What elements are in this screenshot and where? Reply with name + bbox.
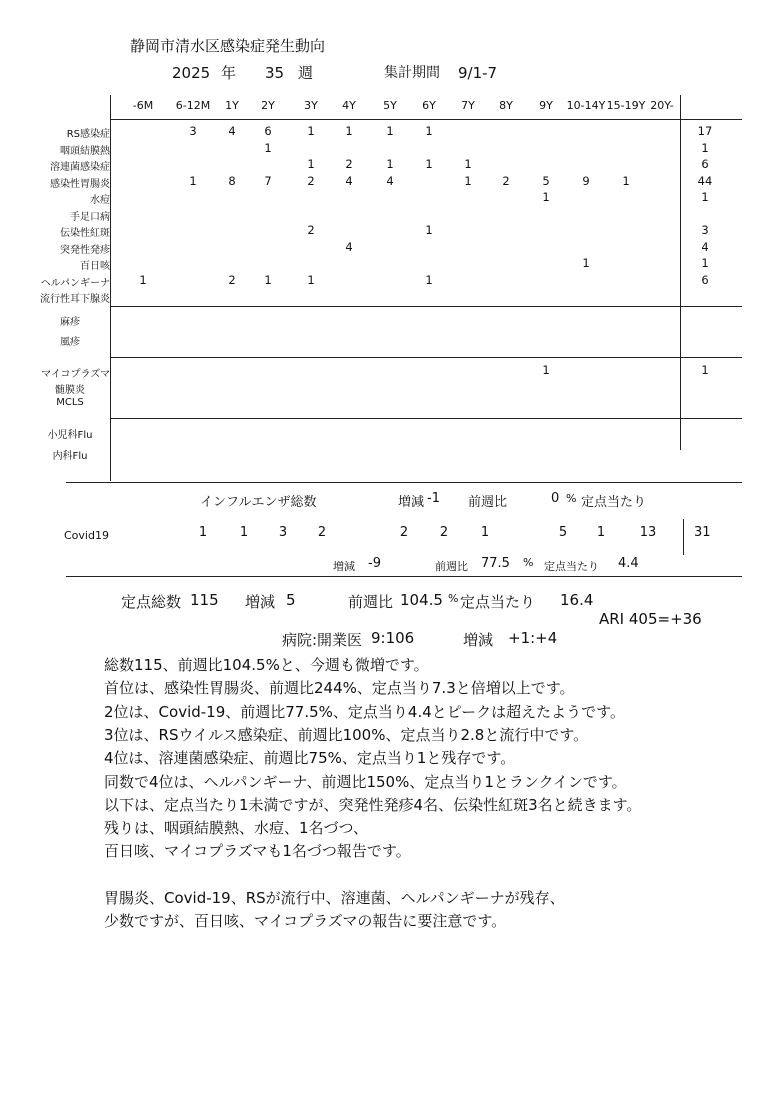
commentary-line: 3位は、RSウイルス感染症、前週比100%、定点当り2.8と流行中です。 [104, 725, 589, 744]
period-week: 35 [265, 64, 285, 82]
commentary-line: 以下は、定点当たり1未満ですが、突発性発疹4名、伝染性紅斑3名と続きます。 [104, 795, 642, 814]
commentary-line: 首位は、感染性胃腸炎、前週比244%、定点当り7.3と倍増以上です。 [104, 679, 575, 698]
table-cell: 1 [464, 173, 472, 188]
commentary-line: 同数で4位は、ヘルパンギーナ、前週比150%、定点当り1とランクインです。 [104, 772, 627, 791]
flu-ratio-label: 前週比 [468, 495, 508, 510]
age-header-cell: 5Y [383, 99, 397, 112]
covid-total: 31 [694, 525, 711, 540]
table-cell: 1 [307, 272, 315, 287]
row-label: 流行性耳下腺炎 [40, 294, 110, 305]
covid-label: Covid19 [64, 529, 109, 542]
commentary-line: 2位は、Covid-19、前週比77.5%、定点当り4.4とピークは超えたようです。 [104, 702, 625, 721]
commentary-line: 残りは、咽頭結膜熱、水痘、1名づつ、 [104, 819, 368, 838]
page-title: 静岡市清水区感染症発生動向 [130, 37, 326, 55]
covid-cell: 13 [639, 525, 657, 540]
period-week-unit: 週 [298, 64, 314, 82]
covid-ratio-label: 前週比 [435, 560, 468, 573]
age-header-cell: 6-12M [175, 99, 211, 112]
totals-per-site-label: 定点当たり [460, 593, 536, 611]
table-cell: 2 [345, 157, 353, 171]
row-label: 溶連菌感染症 [50, 162, 110, 173]
row-label-mycoplasma: マイコプラズマ [41, 369, 110, 380]
row-total: 3 [701, 223, 709, 237]
table-cell: 1 [386, 124, 394, 138]
table-cell: 1 [464, 157, 472, 171]
flu-ratio-percent: % [566, 492, 577, 505]
row-label: ヘルパンギーナ [40, 277, 110, 289]
age-header-cell: 9Y [539, 99, 553, 112]
row-label: 伝染性紅斑 [60, 228, 110, 239]
covid-cell: 2 [399, 525, 409, 540]
hospital-ratio: 9:106 [371, 629, 415, 647]
table-cell: 1 [189, 173, 197, 188]
totals-change-label: 増減 [245, 593, 276, 611]
table-cell: 1 [425, 124, 433, 138]
covid-cell: 2 [317, 525, 327, 540]
row-total: 4 [701, 239, 709, 254]
period-year-unit: 年 [221, 64, 237, 82]
table-cell: 1 [425, 157, 433, 171]
table-cell: 1 [542, 363, 550, 377]
covid-per-site-value: 4.4 [618, 556, 639, 571]
covid-change-value: -9 [368, 556, 381, 571]
totals-ratio-label: 前週比 [348, 593, 394, 611]
totals-ratio-value: 104.5 [400, 591, 443, 609]
table-cell: 1 [425, 272, 433, 287]
row-label: 百日咳 [80, 261, 110, 272]
covid-cell: 1 [239, 525, 249, 540]
hospital-label: 病院:開業医 [282, 631, 363, 649]
header-divider [110, 119, 742, 120]
covid-cell: 1 [198, 525, 208, 540]
age-header-cell: 1Y [225, 99, 239, 112]
flu-total-label: インフルエンザ総数 [200, 495, 317, 510]
table-cell: 9 [582, 173, 590, 188]
table-cell: 1 [345, 124, 353, 138]
table-cell: 2 [307, 223, 315, 237]
age-header-cell: 7Y [461, 99, 475, 112]
table-cell: 4 [386, 173, 394, 188]
hospital-change-value: +1:+4 [508, 629, 558, 647]
table-cell: 8 [228, 173, 236, 188]
row-label: 突発性発疹 [60, 244, 110, 256]
row-label: 水痘 [90, 195, 110, 206]
row-label-meningitis: 髄膜炎 [55, 385, 85, 396]
covid-change-label: 増減 [333, 560, 355, 573]
row-total: 1 [701, 190, 709, 204]
totals-label: 定点総数 [121, 593, 182, 611]
table-cell: 1 [425, 223, 433, 237]
age-header-cell: 15-19Y [606, 99, 646, 112]
age-header-cell: 2Y [261, 99, 275, 112]
table-cell: 2 [228, 272, 236, 287]
covid-ratio-value: 77.5 [481, 556, 510, 571]
section-divider-2 [110, 357, 742, 358]
row-total: 6 [701, 157, 709, 171]
covid-per-site-label: 定点当たり [544, 560, 599, 573]
covid-cell: 5 [558, 525, 568, 540]
row-total: 1 [701, 140, 709, 155]
row-label: 感染性胃腸炎 [50, 178, 110, 190]
row-label: 咽頭結膜熱 [60, 145, 110, 157]
row-total: 1 [701, 256, 709, 270]
commentary-line: 胃腸炎、Covid-19、RSが流行中、溶連菌、ヘルパンギーナが残存、 [104, 889, 565, 907]
table-cell: 1 [582, 256, 590, 270]
commentary-line: 百日咳、マイコプラズマも1名づつ報告です。 [104, 842, 411, 861]
period-label: 集計期間 [384, 65, 440, 81]
row-label-rubella: 風疹 [60, 337, 80, 348]
table-cell: 3 [189, 124, 197, 138]
row-label-measles: 麻疹 [60, 317, 80, 328]
table-cell: 5 [542, 173, 550, 188]
covid-cell: 3 [278, 525, 288, 540]
hospital-change-label: 増減 [463, 631, 494, 649]
age-header-cell: 4Y [342, 99, 356, 112]
flu-change-value: -1 [427, 491, 440, 506]
commentary-line: 総数115、前週比104.5%と、今週も微増です。 [104, 656, 429, 674]
table-cell: 4 [345, 239, 353, 254]
covid-divider [66, 576, 742, 577]
table-cell: 1 [307, 157, 315, 171]
table-cell: 1 [264, 140, 272, 155]
totals-change-value: 5 [286, 591, 296, 609]
age-header-cell: 3Y [304, 99, 318, 112]
row-total: 44 [697, 173, 713, 188]
totals-ratio-percent: % [448, 592, 459, 605]
row-label: 手足口病 [70, 211, 110, 223]
section-divider-3 [110, 418, 742, 419]
table-cell: 4 [345, 173, 353, 188]
covid-cell: 1 [596, 525, 606, 540]
table-cell: 1 [622, 173, 630, 188]
table-cell: 1 [307, 124, 315, 138]
table-cell: 6 [264, 124, 272, 138]
ari-value: ARI 405=+36 [599, 610, 702, 628]
section-divider-1 [110, 306, 742, 307]
covid-total-bar [683, 519, 684, 555]
totals-value: 115 [190, 591, 219, 609]
table-cell: 1 [386, 157, 394, 171]
table-cell: 4 [228, 124, 236, 138]
table-cell: 1 [542, 190, 550, 204]
age-header-cell: 6Y [422, 99, 436, 112]
covid-ratio-percent: % [523, 556, 534, 569]
age-header-cell: 10-14Y [566, 99, 606, 112]
covid-cell: 1 [480, 525, 490, 540]
age-header-cell: -6M [132, 99, 154, 112]
table-cell: 2 [307, 173, 315, 188]
commentary-line: 少数ですが、百日咳、マイコプラズマの報告に要注意です。 [104, 912, 507, 931]
row-total: 1 [701, 363, 709, 377]
table-cell: 1 [139, 272, 147, 287]
period-year: 2025 [172, 64, 211, 82]
flu-per-site-label: 定点当たり [581, 495, 647, 510]
row-total: 6 [701, 272, 709, 287]
period-range: 9/1-7 [458, 64, 498, 82]
flu-ratio-value: 0 [551, 491, 560, 506]
row-label-pediatric-flu: 小児科Flu [47, 430, 93, 441]
total-column-border [680, 95, 681, 450]
row-label: RS感染症 [66, 129, 110, 140]
table-left-border [110, 95, 111, 481]
totals-per-site-value: 16.4 [560, 591, 594, 609]
age-header-cell: 8Y [499, 99, 513, 112]
row-total: 17 [697, 124, 713, 138]
row-label-mcls: MCLS [56, 397, 84, 408]
flu-divider [66, 482, 742, 483]
table-cell: 7 [264, 173, 272, 188]
table-cell: 2 [502, 173, 510, 188]
age-header-cell: 20Y- [650, 99, 674, 112]
table-cell: 1 [264, 272, 272, 287]
commentary-line: 4位は、溶連菌感染症、前週比75%、定点当り1と残存です。 [104, 749, 516, 768]
row-label-internal-flu: 内科Flu [52, 451, 88, 462]
covid-cell: 2 [439, 525, 449, 540]
flu-change-label: 増減 [398, 495, 425, 510]
